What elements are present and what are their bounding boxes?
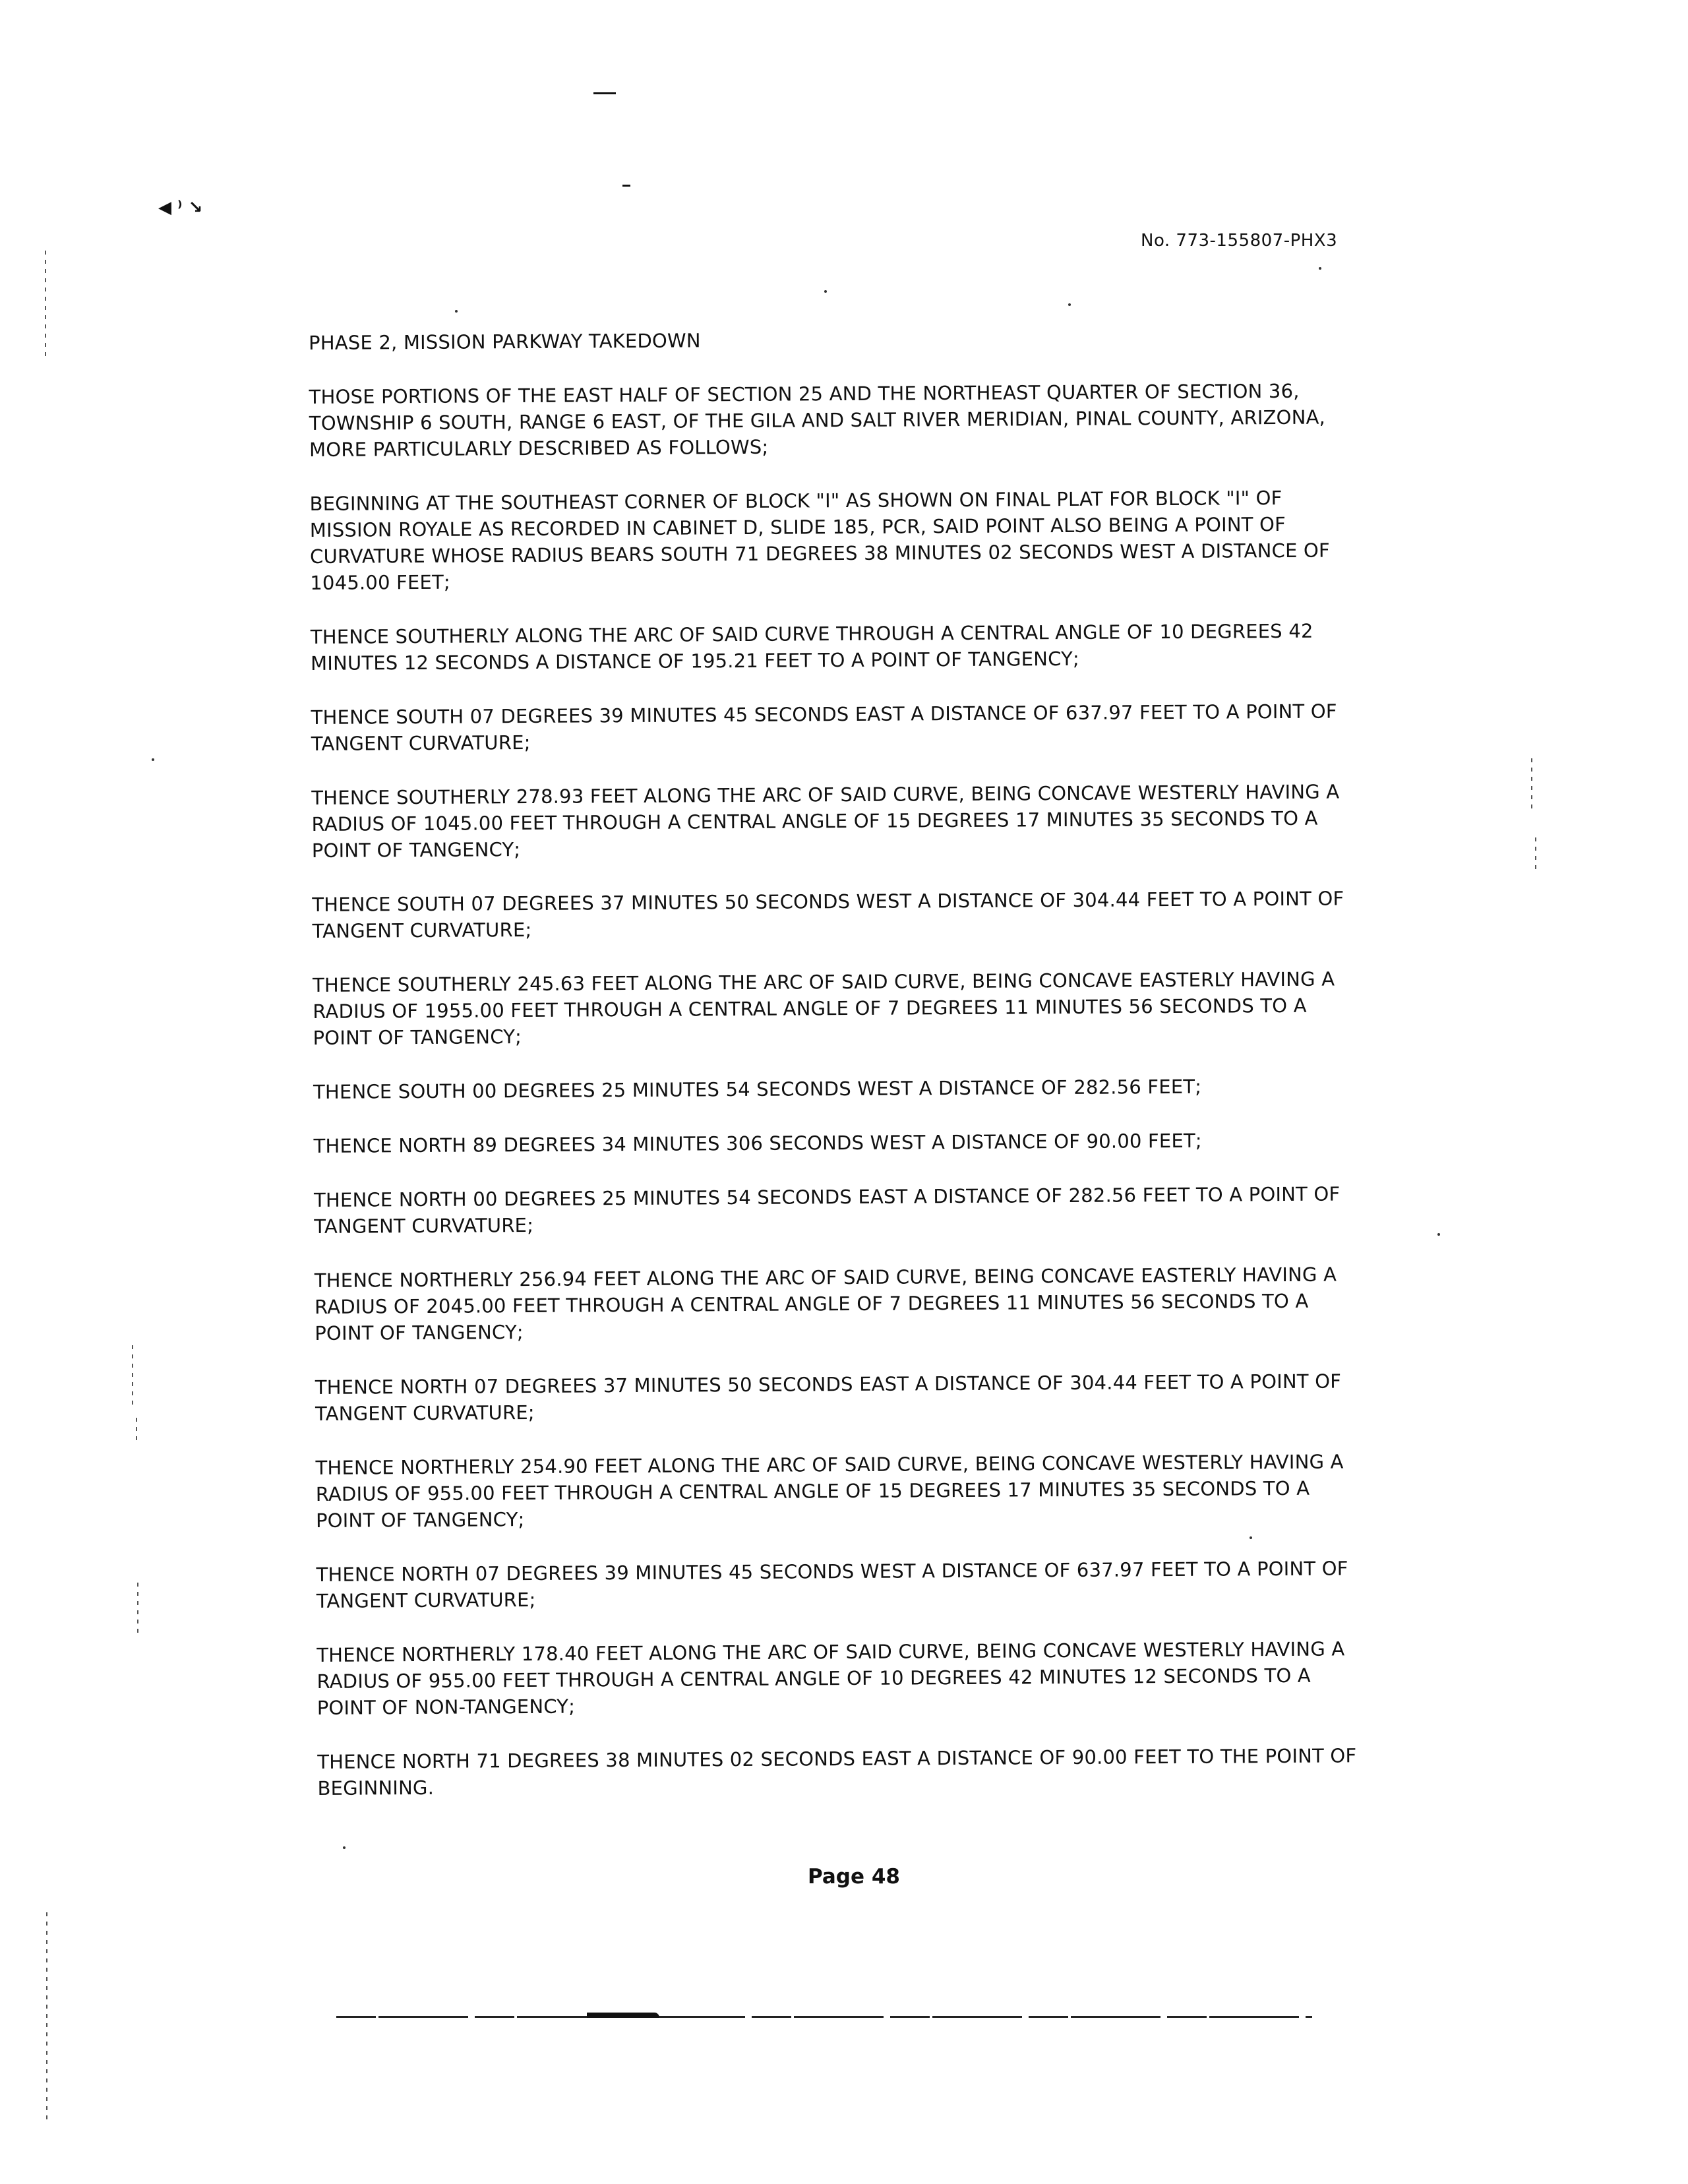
scan-artifact-dot — [1437, 1233, 1440, 1236]
scan-artifact-edge-line — [1531, 758, 1532, 811]
scan-artifact-dot — [1319, 267, 1321, 270]
scan-artifact-edge-line — [136, 1418, 137, 1444]
paragraph: THOSE PORTIONS OF THE EAST HALF OF SECTION 25 AND THE NORTHEAST QUARTER OF SECTION 36, TOWNSHIP 6 SOUTH, RANGE 6 EAST, OF THE GILA AND SALT RIVER MERIDIAN, PINAL COUNTY, ARIZONA, MORE PARTICULARLY DESCRIBED AS FOLLOWS; — [309, 379, 1326, 461]
paragraph: BEGINNING AT THE SOUTHEAST CORNER OF BLOCK "I" AS SHOWN ON FINAL PLAT FOR BLOCK "I" OF MISSION ROYALE AS RECORDED IN CABINET D, SLIDE 185, PCR, SAID POINT ALSO BEING A POINT OF CURVATURE WHOSE RADIUS BEARS SOUTH 71 DEGREES 38 MINUTES 02 SECONDS WEST A DISTANCE OF 1045.00 FEET; — [309, 486, 1330, 594]
paragraph: THENCE NORTHERLY 256.94 FEET ALONG THE ARC OF SAID CURVE, BEING CONCAVE EASTERLY HAVING A RADIUS OF 2045.00 FEET THROUGH A CENTRAL ANGLE OF 7 DEGREES 11 MINUTES 56 SECONDS TO A POINT OF TANGENCY; — [314, 1263, 1337, 1345]
scan-artifact-edge-line — [132, 1345, 133, 1405]
paragraph: THENCE NORTH 07 DEGREES 37 MINUTES 50 SECONDS EAST A DISTANCE OF 304.44 FEET TO A POINT OF TANGENT CURVATURE; — [315, 1370, 1342, 1425]
scan-artifact-edge-line — [45, 251, 46, 356]
scan-artifact-dot — [343, 1846, 346, 1849]
legal-description — [309, 323, 1373, 1829]
paragraph: THENCE NORTH 07 DEGREES 39 MINUTES 45 SECONDS WEST A DISTANCE OF 637.97 FEET TO A POINT OF TANGENT CURVATURE; — [316, 1557, 1348, 1612]
paragraph: THENCE SOUTH 07 DEGREES 39 MINUTES 45 SECONDS EAST A DISTANCE OF 637.97 FEET TO A POINT OF TANGENT CURVATURE; — [311, 700, 1337, 755]
document-title: PHASE 2, MISSION PARKWAY TAKEDOWN — [309, 329, 701, 354]
paragraph: THENCE SOUTHERLY 278.93 FEET ALONG THE ARC OF SAID CURVE, BEING CONCAVE WESTERLY HAVING A RADIUS OF 1045.00 FEET THROUGH A CENTRAL ANGLE OF 15 DEGREES 17 MINUTES 35 SECONDS TO A POINT OF TANGENCY; — [311, 780, 1340, 862]
paragraph: THENCE NORTHERLY 178.40 FEET ALONG THE ARC OF SAID CURVE, BEING CONCAVE WESTERLY HAVING A RADIUS OF 955.00 FEET THROUGH A CENTRAL ANGLE OF 10 DEGREES 42 MINUTES 12 SECONDS TO A POINT OF NON-TANGENCY; — [316, 1637, 1345, 1719]
scan-artifact-dot — [1068, 303, 1071, 306]
paragraph: THENCE NORTHERLY 254.90 FEET ALONG THE ARC OF SAID CURVE, BEING CONCAVE WESTERLY HAVING A RADIUS OF 955.00 FEET THROUGH A CENTRAL ANGLE OF 15 DEGREES 17 MINUTES 35 SECONDS TO A POINT OF TANGENCY; — [315, 1450, 1344, 1532]
paragraph: THENCE SOUTHERLY 245.63 FEET ALONG THE ARC OF SAID CURVE, BEING CONCAVE EASTERLY HAVING A RADIUS OF 1955.00 FEET THROUGH A CENTRAL ANGLE OF 7 DEGREES 11 MINUTES 56 SECONDS TO A POINT OF TANGENCY; — [312, 967, 1335, 1049]
scan-artifact-smudge — [587, 2013, 659, 2018]
page-number: Page 48 — [808, 1865, 900, 1889]
paragraph: THENCE NORTH 71 DEGREES 38 MINUTES 02 SECONDS EAST A DISTANCE OF 90.00 FEET TO THE POINT OF BEGINNING. — [317, 1744, 1357, 1800]
document-number: No. 773-155807-PHX3 — [1141, 231, 1338, 251]
scan-artifact-edge-line — [1535, 837, 1536, 870]
paragraph: THENCE SOUTHERLY ALONG THE ARC OF SAID CURVE THROUGH A CENTRAL ANGLE OF 10 DEGREES 42 MINUTES 12 SECONDS A DISTANCE OF 195.21 FEET TO A POINT OF TANGENCY; — [310, 619, 1313, 675]
scan-artifact-dash — [593, 92, 616, 94]
scan-artifact-dot — [824, 290, 827, 293]
paragraph: THENCE NORTH 89 DEGREES 34 MINUTES 306 SECONDS WEST A DISTANCE OF 90.00 FEET; — [313, 1129, 1202, 1157]
scan-artifact-dash — [622, 185, 630, 187]
scan-artifact-edge-line — [137, 1583, 138, 1635]
paragraph: THENCE SOUTH 00 DEGREES 25 MINUTES 54 SECONDS WEST A DISTANCE OF 282.56 FEET; — [313, 1075, 1202, 1103]
scan-artifact-dot — [152, 758, 154, 761]
scan-artifact-dot — [455, 310, 458, 313]
paragraph: THENCE SOUTH 07 DEGREES 37 MINUTES 50 SECONDS WEST A DISTANCE OF 304.44 FEET TO A POINT OF TANGENT CURVATURE; — [312, 887, 1344, 942]
scan-artifact-marks: ◀ ⁾ ↘ — [158, 198, 203, 218]
scan-artifact-edge-line — [46, 1912, 47, 2123]
paragraph: THENCE NORTH 00 DEGREES 25 MINUTES 54 SECONDS EAST A DISTANCE OF 282.56 FEET TO A POINT OF TANGENT CURVATURE; — [313, 1182, 1341, 1238]
scan-artifact-bottom-rule — [336, 2016, 1312, 2018]
